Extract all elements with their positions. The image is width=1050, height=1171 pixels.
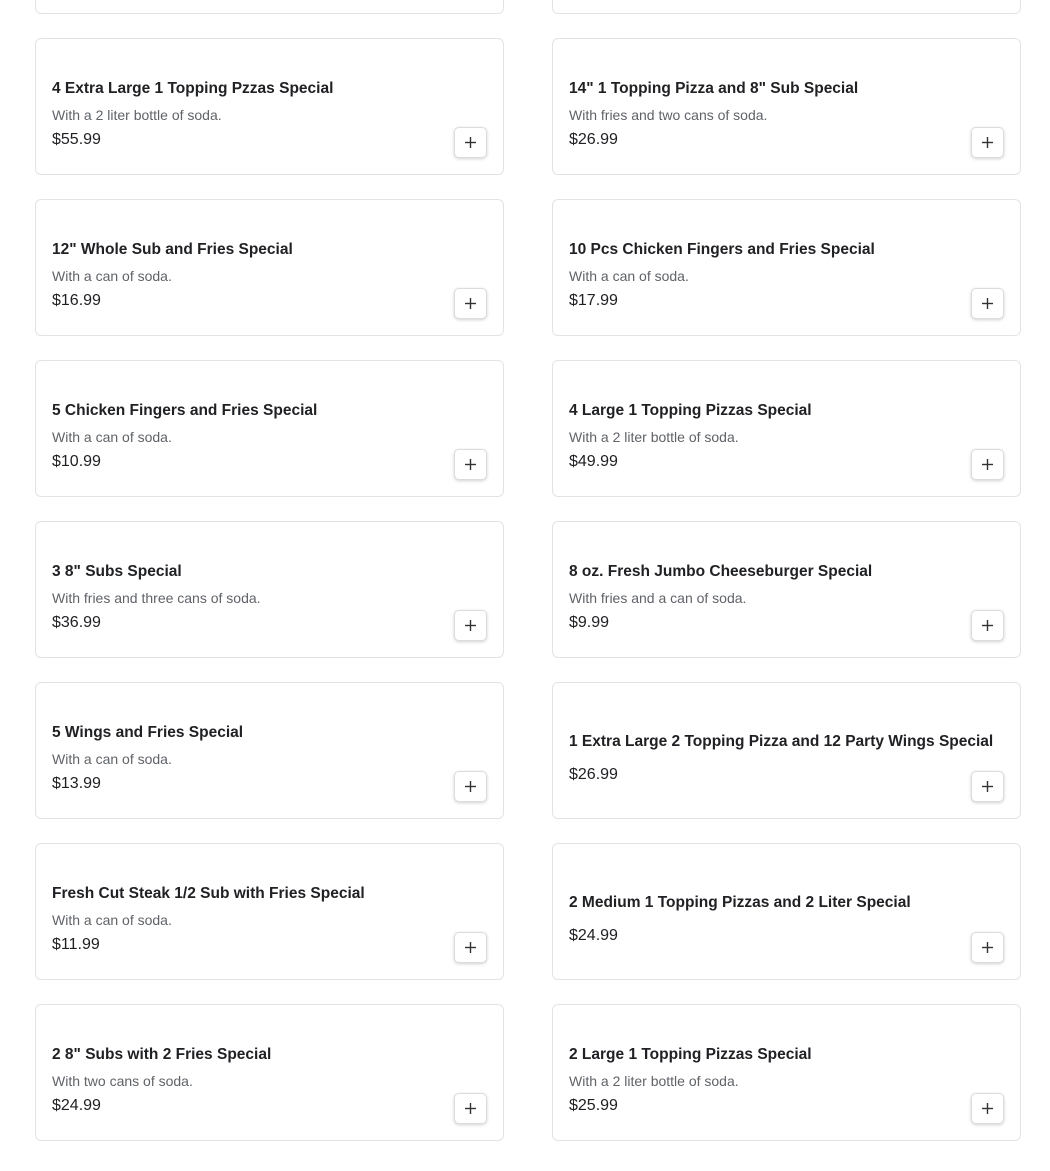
menu-item-info [569,878,950,961]
menu-item-price: $13.99 [52,775,101,792]
plus-icon [982,620,993,631]
menu-item-description: With a can of soda. [52,751,172,767]
add-to-cart-button[interactable] [454,449,487,480]
menu-item-description: With fries and two cans of soda. [569,107,768,123]
menu-item-info [569,73,950,156]
plus-icon [982,137,993,148]
menu-item-info [569,717,994,800]
menu-item-name: 8 oz. Fresh Jumbo Cheeseburger Special [569,563,873,580]
menu-item-info [52,1039,433,1122]
menu-item-description: With a 2 liter bottle of soda. [569,429,739,445]
menu-item-price: $49.99 [569,453,618,470]
menu-item-card[interactable] [35,0,504,14]
menu-item-info [569,395,950,478]
add-to-cart-button[interactable] [454,288,487,319]
add-to-cart-button[interactable] [971,449,1004,480]
menu-item-card[interactable] [35,199,504,336]
menu-item-price: $24.99 [52,1097,101,1114]
menu-item-name: 2 Medium 1 Topping Pizzas and 2 Liter Special [569,894,911,911]
add-to-cart-button[interactable] [454,610,487,641]
menu-item-name: 1 Extra Large 2 Topping Pizza and 12 Party Wings Special [569,733,994,750]
menu-item-name: 14" 1 Topping Pizza and 8" Sub Special [569,80,859,97]
menu-item-card[interactable] [35,1004,504,1141]
menu-item-description: With a 2 liter bottle of soda. [569,1073,739,1089]
menu-item-name: 5 Wings and Fries Special [52,724,244,741]
plus-icon [982,781,993,792]
menu-item-name: Fresh Cut Steak 1/2 Sub with Fries Special [52,885,365,902]
add-to-cart-button[interactable] [454,1093,487,1124]
add-to-cart-button[interactable] [971,288,1004,319]
plus-icon [982,942,993,953]
menu-item-card[interactable] [35,360,504,497]
menu-item-price: $26.99 [569,766,618,783]
menu-item-description: With a can of soda. [52,268,172,284]
menu-item-info [569,1039,950,1122]
menu-item-name: 4 Extra Large 1 Topping Pzzas Special [52,80,334,97]
menu-item-card[interactable] [552,360,1021,497]
plus-icon [465,1103,476,1114]
add-to-cart-button[interactable] [971,127,1004,158]
menu-item-name: 12" Whole Sub and Fries Special [52,241,293,258]
menu-item-price: $36.99 [52,614,101,631]
menu-item-description: With a can of soda. [52,912,172,928]
menu-item-price: $10.99 [52,453,101,470]
menu-item-price: $9.99 [569,614,610,631]
menu-item-description: With fries and a can of soda. [569,590,747,606]
add-to-cart-button[interactable] [971,610,1004,641]
menu-items-grid [35,0,1021,1141]
add-to-cart-button[interactable] [454,932,487,963]
menu-item-info [52,395,433,478]
menu-item-info [52,556,433,639]
menu-item-price: $55.99 [52,131,101,148]
menu-item-price: $17.99 [569,292,618,309]
plus-icon [465,459,476,470]
menu-item-name: 2 8" Subs with 2 Fries Special [52,1046,272,1063]
menu-item-description: With a can of soda. [52,429,172,445]
menu-item-info [569,234,950,317]
add-to-cart-button[interactable] [971,932,1004,963]
menu-item-card[interactable] [552,521,1021,658]
plus-icon [982,1103,993,1114]
menu-item-price: $26.99 [569,131,618,148]
menu-item-card[interactable] [552,199,1021,336]
menu-item-card[interactable] [552,38,1021,175]
menu-item-price: $16.99 [52,292,101,309]
add-to-cart-button[interactable] [454,127,487,158]
menu-item-name: 2 Large 1 Topping Pizzas Special [569,1046,812,1063]
plus-icon [982,298,993,309]
plus-icon [465,298,476,309]
menu-item-name: 10 Pcs Chicken Fingers and Fries Special [569,241,875,258]
menu-item-info [52,234,433,317]
menu-item-card[interactable] [552,682,1021,819]
menu-item-name: 4 Large 1 Topping Pizzas Special [569,402,812,419]
menu-item-card[interactable] [35,521,504,658]
menu-item-price: $11.99 [52,936,100,953]
menu-item-description: With a 2 liter bottle of soda. [52,107,222,123]
menu-item-name: 3 8" Subs Special [52,563,182,580]
menu-item-card[interactable] [552,1004,1021,1141]
plus-icon [982,459,993,470]
plus-icon [465,137,476,148]
menu-item-description: With fries and three cans of soda. [52,590,261,606]
plus-icon [465,620,476,631]
add-to-cart-button[interactable] [971,771,1004,802]
menu-item-card[interactable] [552,0,1021,14]
menu-item-card[interactable] [552,843,1021,980]
plus-icon [465,942,476,953]
menu-item-price: $25.99 [569,1097,618,1114]
add-to-cart-button[interactable] [454,771,487,802]
menu-item-card[interactable] [35,682,504,819]
menu-item-card[interactable] [35,843,504,980]
plus-icon [465,781,476,792]
menu-item-info [52,878,433,961]
menu-item-info [52,717,433,800]
menu-item-description: With a can of soda. [569,268,689,284]
add-to-cart-button[interactable] [971,1093,1004,1124]
menu-item-price: $24.99 [569,927,618,944]
menu-item-info [569,556,950,639]
menu-item-name: 5 Chicken Fingers and Fries Special [52,402,318,419]
menu-item-info [52,73,433,156]
menu-item-description: With two cans of soda. [52,1073,193,1089]
menu-item-card[interactable] [35,38,504,175]
